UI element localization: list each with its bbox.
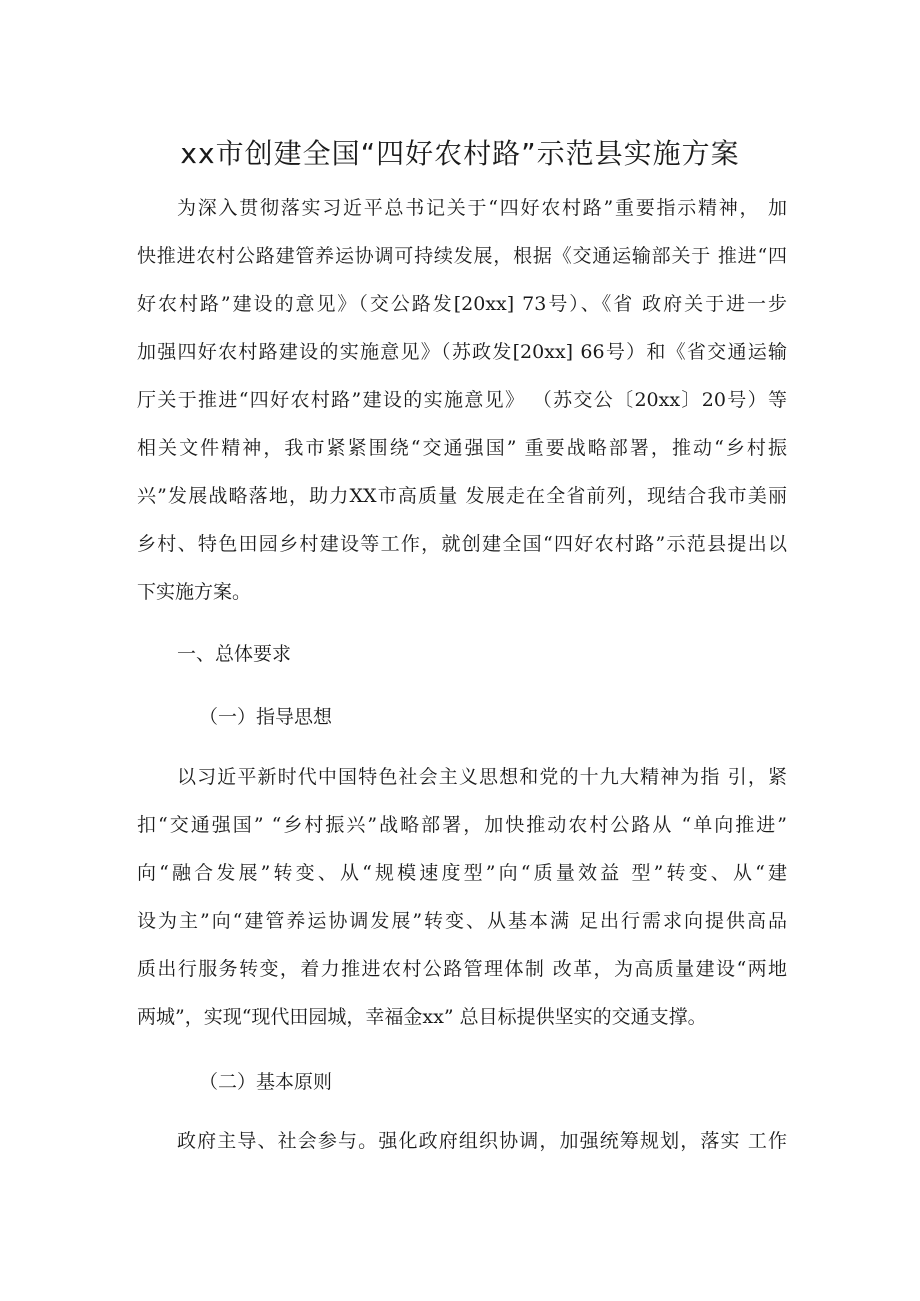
- intro-line: 加强四好农村路建设的实施意见》（苏政发[20xx] 66号）和《省交通运输: [137, 341, 787, 363]
- intro-line: 快推进农村公路建管养运协调可持续发展，根据《交通运输部关于 推进“四: [137, 245, 787, 267]
- paragraph-line: 两城”，实现“现代田园城，幸福金xx” 总目标提供坚实的交通支撑。: [137, 1006, 707, 1028]
- intro-line: 好农村路”建设的意见》（交公路发[20xx] 73号）、《省 政府关于进一步: [137, 293, 787, 315]
- intro-line: 下实施方案。: [137, 581, 252, 603]
- paragraph-line: 以习近平新时代中国特色社会主义思想和党的十九大精神为指 引，紧: [177, 766, 787, 788]
- subsection-heading: （二）基本原则: [199, 1071, 333, 1093]
- intro-line: 相关文件精神，我市紧紧围绕“交通强国” 重要战略部署，推动“乡村振: [137, 437, 787, 459]
- document-title: xx市创建全国“四好农村路”示范县实施方案: [180, 137, 740, 170]
- subsection-heading: （一）指导思想: [199, 706, 333, 728]
- paragraph-line: 向“融合发展”转变、从“规模速度型”向“质量效益 型”转变、从“建: [137, 862, 787, 884]
- intro-line: 厅关于推进“四好农村路”建设的实施意见》 （苏交公〔20xx〕20号）等: [137, 389, 787, 411]
- paragraph-line: 质出行服务转变，着力推进农村公路管理体制 改革，为高质量建设“两地: [137, 958, 787, 980]
- paragraph-line: 政府主导、社会参与。强化政府组织协调，加强统筹规划，落实 工作: [177, 1130, 787, 1152]
- paragraph-line: 扣“交通强国” “乡村振兴”战略部署，加快推动农村公路从 “单向推进”: [137, 814, 787, 836]
- section-heading: 一、总体要求: [177, 643, 292, 665]
- paragraph-line: 设为主”向“建管养运协调发展”转变、从基本满 足出行需求向提供高品: [137, 910, 787, 932]
- intro-line: 为深入贯彻落实习近平总书记关于“四好农村路”重要指示精神， 加: [177, 197, 787, 219]
- intro-line: 乡村、特色田园乡村建设等工作，就创建全国“四好农村路”示范县提出以: [137, 533, 787, 555]
- intro-line: 兴”发展战略落地，助力XX市高质量 发展走在全省前列，现结合我市美丽: [137, 485, 787, 507]
